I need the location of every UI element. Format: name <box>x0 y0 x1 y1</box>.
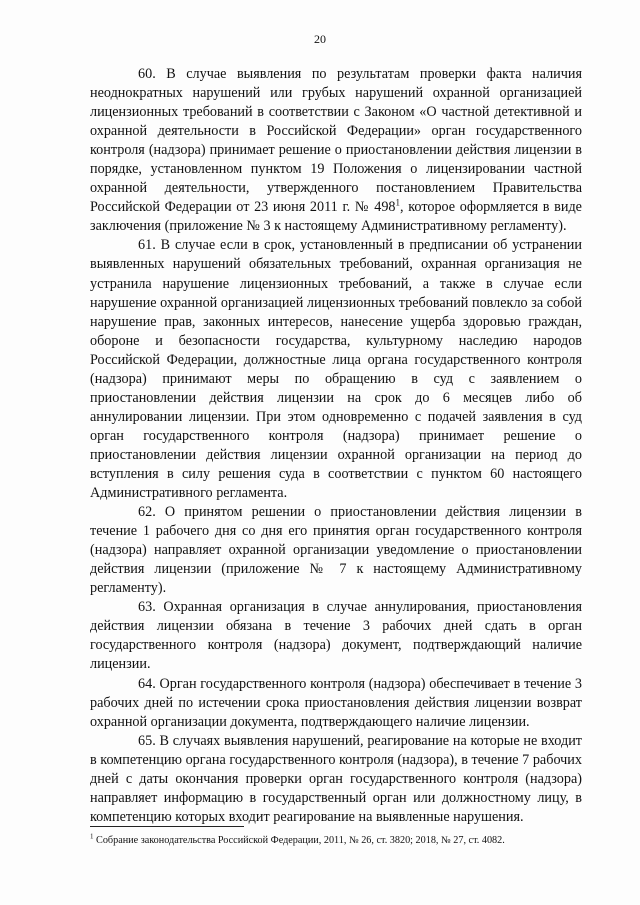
page-number: 20 <box>314 32 326 46</box>
paragraph-63: 63. Охранная организация в случае аннулирования, приостановления действия лицензии обязана в течение 3 рабочих дней сдать в орган государственного контроля (надзора) документ, подтверждающий наличие лицензии. <box>90 599 582 673</box>
paragraph-60-text-continued: , которое оформляется в виде заключения (приложение № 3 к настоящему Административному регламенту). <box>90 199 582 235</box>
footnote-text: Собрание законодательства Российской Федерации, 2011, № 26, ст. 3820; 2018, № 27, ст. 4082. <box>93 835 505 846</box>
paragraph-60 <box>90 65 582 236</box>
paragraph-65: 65. В случаях выявления нарушений, реагирование на которые не входит в компетенцию органа государственного контроля (надзора), в течение 7 рабочих дней с даты окончания проверки орган государственного контроля (надзора) направляет информацию в государственный орган или должностному лицу, в компетенцию которых входит реагирование на выявленные нарушения. <box>90 732 582 825</box>
document-body <box>90 65 582 827</box>
footnote-reference[interactable]: 1 <box>395 197 401 208</box>
paragraph-64: 64. Орган государственного контроля (надзора) обеспечивает в течение 3 рабочих дней по истечении срока приостановления действия лицензии возврат охранной организации документа, подтверждающего наличие лицензии. <box>90 675 582 730</box>
footnote-divider <box>90 826 244 827</box>
footnote <box>90 834 590 847</box>
footnote-mark: 1 <box>90 832 94 841</box>
paragraph-60-text: 60. В случае выявления по результатам проверки факта наличия неоднократных нарушений или грубых нарушений охранной организацией лицензионных требований в соответствии с Законом «О частной детективной и охранной деятельности в Российской Федерации» орган государственного контроля (надзора) принимает решение о приостановлении действия лицензии в порядке, установленном пунктом 19 Положения о лицензировании частной охранной деятельности, утвержденного постановлением Правительства Российской Федерации от 23 июня 2011 г. № 498 <box>90 66 582 216</box>
paragraph-61: 61. В случае если в срок, установленный в предписании об устранении выявленных нарушений обязательных требований, охранная организация не устранила нарушение лицензионных требований, а также в случае если нарушение охранной организацией лицензионных требований повлекло за собой нарушение прав, законных интересов, нанесение ущерба здоровью граждан, обороне и безопасности государства, культурному наследию народов Российской Федерации, должностные лица органа государственного контроля (надзора) принимают меры по обращению в суд с заявлением о приостановлении действия лицензии на срок до 6 месяцев либо об аннулировании лицензии. При этом одновременно с подачей заявления в суд орган государственного контроля (надзора) принимает решение о приостановлении действия лицензии охранной организации на период до вступления в силу решения суда в соответствии с пунктом 60 настоящего Административного регламента. <box>90 237 582 502</box>
paragraph-62: 62. О принятом решении о приостановлении действия лицензии в течение 1 рабочего дня со дня его принятия орган государственного контроля (надзора) направляет охранной организации уведомление о приостановлении действия лицензии (приложение № 7 к настоящему Административному регламенту). <box>90 504 582 597</box>
